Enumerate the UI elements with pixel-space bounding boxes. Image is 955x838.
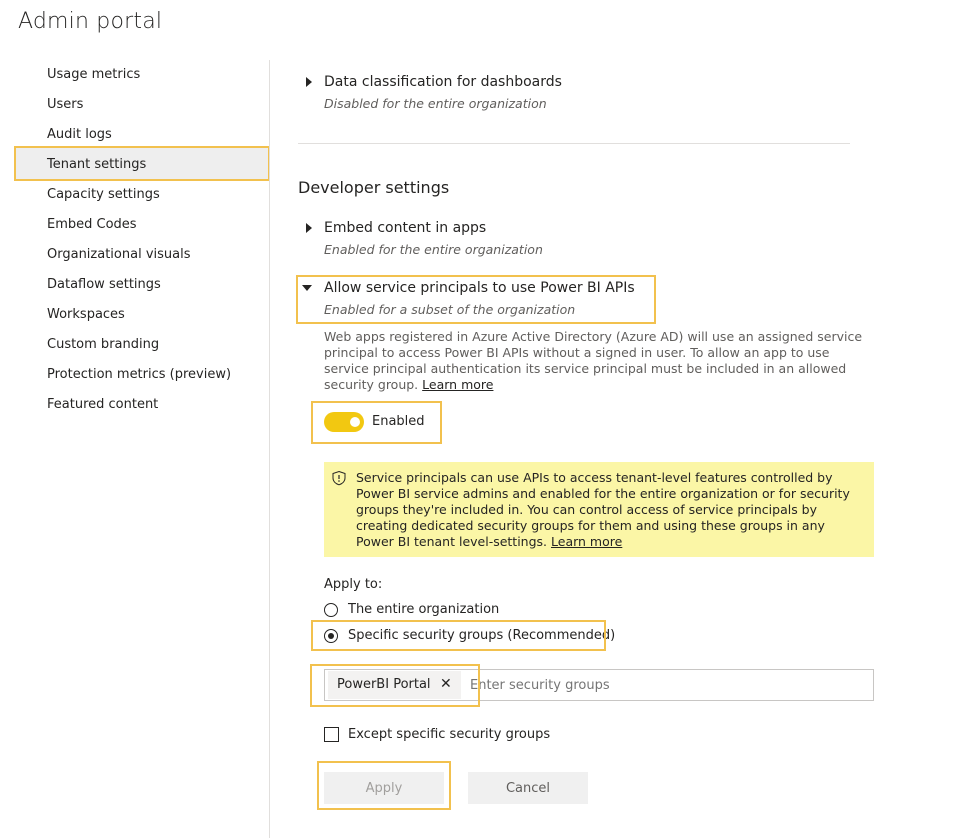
warning-text: Service principals can use APIs to access tenant-level features controlled by Power BI service admins and enabled for the entire organization or for security groups they're included in. You can control access of service principals by creating dedicated security groups for them and using these groups in any Power BI tenant level-settings. Learn more xyxy=(356,470,850,549)
service-principals-status: Enabled for a subset of the organization xyxy=(324,302,576,317)
learn-more-link[interactable]: Learn more xyxy=(422,377,494,392)
toggle-knob xyxy=(350,417,360,427)
radio-specific-security-groups-label[interactable]: Specific security groups (Recommended) xyxy=(348,628,616,643)
apply-to-label: Apply to: xyxy=(324,577,383,592)
sidebar-item-custom-branding[interactable]: Custom branding xyxy=(47,337,160,352)
apply-button[interactable]: Apply xyxy=(324,772,444,804)
warning-learn-more-link[interactable]: Learn more xyxy=(551,534,623,549)
embed-content-status: Enabled for the entire organization xyxy=(324,242,543,257)
sidebar-item-audit-logs[interactable]: Audit logs xyxy=(47,127,112,142)
embed-content-title[interactable]: Embed content in apps xyxy=(324,220,487,236)
cancel-button[interactable]: Cancel xyxy=(468,772,588,804)
radio-specific-security-groups[interactable] xyxy=(324,629,338,643)
remove-chip-icon[interactable]: ✕ xyxy=(440,676,452,692)
sidebar-item-embed-codes[interactable]: Embed Codes xyxy=(47,217,137,232)
security-group-chip-label: PowerBI Portal xyxy=(337,677,431,692)
developer-settings-heading: Developer settings xyxy=(298,178,450,197)
sidebar-item-tenant-settings[interactable]: Tenant settings xyxy=(47,157,147,172)
data-classification-status: Disabled for the entire organization xyxy=(324,96,547,111)
expand-caret-icon[interactable] xyxy=(306,77,312,87)
enabled-toggle[interactable] xyxy=(324,412,364,432)
shield-warning-icon xyxy=(331,470,347,486)
except-groups-checkbox[interactable] xyxy=(324,727,339,742)
sidebar-item-dataflow-settings[interactable]: Dataflow settings xyxy=(47,277,161,292)
sidebar-item-featured-content[interactable]: Featured content xyxy=(47,397,159,412)
sidebar-divider xyxy=(269,60,270,838)
sidebar-item-usage-metrics[interactable]: Usage metrics xyxy=(47,67,141,82)
sidebar-item-workspaces[interactable]: Workspaces xyxy=(47,307,125,322)
radio-entire-organization-label[interactable]: The entire organization xyxy=(348,602,500,617)
sidebar-item-capacity-settings[interactable]: Capacity settings xyxy=(47,187,160,202)
sidebar-item-users[interactable]: Users xyxy=(47,97,84,112)
service-principals-title[interactable]: Allow service principals to use Power BI APIs xyxy=(324,280,635,296)
toggle-label: Enabled xyxy=(372,414,425,429)
sidebar-item-protection-metrics[interactable]: Protection metrics (preview) xyxy=(47,367,232,382)
sidebar-item-organizational-visuals[interactable]: Organizational visuals xyxy=(47,247,191,262)
radio-selected-dot xyxy=(328,633,334,639)
warning-banner xyxy=(324,462,874,557)
collapse-caret-icon[interactable] xyxy=(302,285,312,291)
service-principals-description: Web apps registered in Azure Active Directory (Azure AD) will use an assigned service principal to access Power BI APIs without a signed in user. To allow an app to use service principal authentication its service principal must be included in an allowed security group. Learn more xyxy=(324,329,863,392)
page-title: Admin portal xyxy=(18,9,163,34)
radio-entire-organization[interactable] xyxy=(324,603,338,617)
except-groups-label[interactable]: Except specific security groups xyxy=(348,727,551,742)
data-classification-title[interactable]: Data classification for dashboards xyxy=(324,74,562,90)
security-groups-input[interactable] xyxy=(470,678,850,693)
expand-caret-icon[interactable] xyxy=(306,223,312,233)
security-group-chip xyxy=(328,671,461,699)
section-divider xyxy=(298,143,850,144)
